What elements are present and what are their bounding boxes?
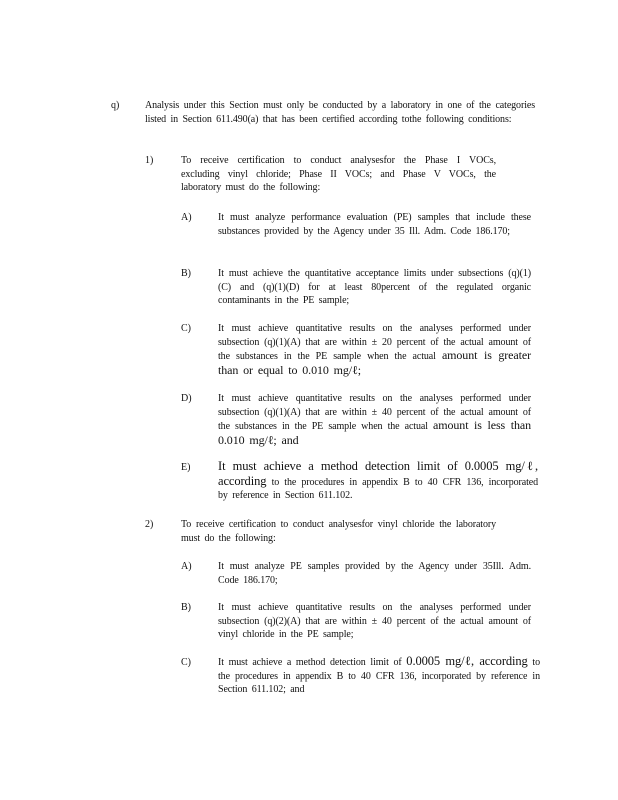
item-1c-text-tail: amount is greater than or equal to 0.010 mg/ℓ; [218, 348, 531, 377]
item-1e-text [218, 460, 538, 503]
item-1b-text: It must achieve the quantitative acceptance limits under subsections (q)(1)(C) and (q)(1)(D) for at least 80percent of the regulated organic contaminants in the PE sample; [218, 268, 531, 307]
item-2c-marker: C) [181, 657, 191, 668]
item-2b-text: It must achieve quantitative results on the analyses performed under subsection (q)(2)(A) that are within ± 40 percent of the actual amount of vinyl chloride in the PE sample; [218, 602, 531, 641]
item-2c-text-head: It must achieve a method detection limit of [218, 657, 402, 668]
item-2c-text-head-big: 0.0005 mg/ℓ, according [406, 654, 528, 668]
item-1c-text-main: It must achieve quantitative results on the analyses performed under subsection (q)(1)(A) that are within ± 20 percent of the actual amount of the substances in the PE sample when the actual [218, 323, 531, 363]
item-1c-marker: C) [181, 323, 191, 334]
item-2a-marker: A) [181, 561, 192, 572]
item-1-marker: 1) [145, 155, 154, 166]
item-1e-marker: E) [181, 462, 191, 473]
item-1d-text-main: It must achieve quantitative results on the analyses performed under subsection (q)(1)(A) that are within ± 40 percent of the actual amount of the substances in the PE sample when the actual [218, 393, 531, 433]
item-1-text: To receive certification to conduct analysesfor the Phase I VOCs, excluding vinyl chloride; Phase II VOCs; and Phase V VOCs, the laboratory must do the following: [181, 155, 496, 194]
item-2b-marker: B) [181, 602, 191, 613]
item-2a-text: It must analyze PE samples provided by the Agency under 35Ill. Adm. Code 186.170; [218, 561, 531, 586]
section-marker-q: q) [111, 100, 120, 111]
item-2c-text [218, 655, 540, 697]
item-1b-marker: B) [181, 268, 191, 279]
item-1e-text-main: to the procedures in appendix B to 40 CFR 136, incorporated by reference in Section 611.102. [218, 476, 538, 502]
item-2-text: To receive certification to conduct analysesfor vinyl chloride the laboratory must do the following: [181, 519, 496, 544]
item-1d-text-tail: amount is less than 0.010 mg/ℓ; and [218, 418, 531, 447]
item-1a-text: It must analyze performance evaluation (PE) samples that include these substances provided by the Agency under 35 Ill. Adm. Code 186.170; [218, 212, 531, 237]
item-2-marker: 2) [145, 519, 154, 530]
item-1a-marker: A) [181, 212, 192, 223]
item-1e-text-head: It must achieve a method detection limit of 0.0005 mg/ℓ, according [218, 459, 538, 488]
section-q-text: Analysis under this Section must only be conducted by a laboratory in one of the categories listed in Section 611.490(a) that has been certified according tothe following conditions: [145, 100, 535, 125]
item-1d-marker: D) [181, 393, 192, 404]
item-1d-text [218, 392, 531, 448]
item-1c-text [218, 322, 531, 378]
item-2c-text-main: to the procedures in appendix B to 40 CFR 136, incorporated by reference in Section 611.102; and [218, 657, 540, 696]
